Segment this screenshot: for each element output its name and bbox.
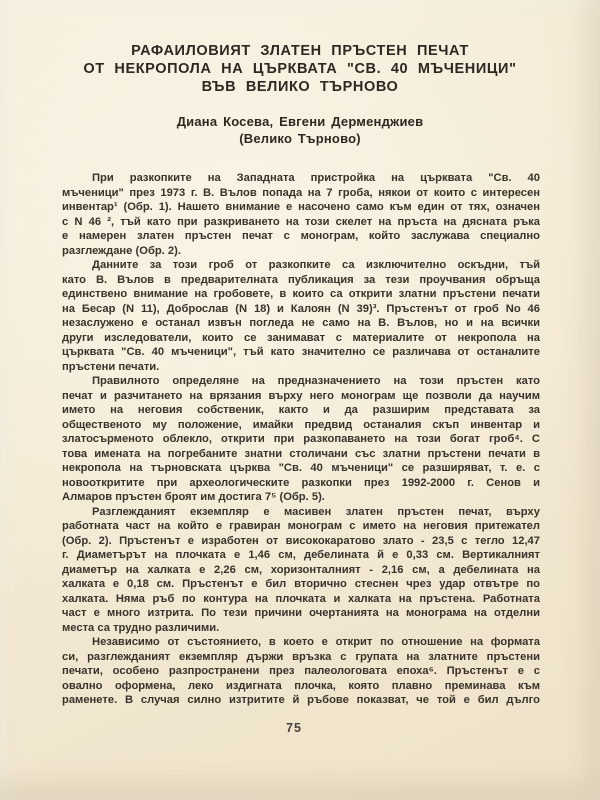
text-line: името на неговия собственик, както и да разширим представата за bbox=[62, 404, 540, 416]
page-number: 75 bbox=[286, 721, 302, 735]
text-line: новооткритите при археологическите разкопки през 1992-2000 г. Сенов и bbox=[62, 476, 540, 489]
text-line: Независимо от състоянието, в което е открит по отношение на формата bbox=[92, 636, 540, 648]
text-line: други изследователи, които се занимават с материалите от некропола на bbox=[62, 331, 540, 344]
text-line: (Обр. 2). Пръстенът е изработен от висококаратово злато - 23,5 с тегло 12,47 bbox=[62, 534, 540, 547]
text-line: църквата "Св. 40 мъченици", тъй като значително се различава от останалите bbox=[62, 346, 540, 358]
text-line: халката е 0,18 см. Пръстенът е бил вторично стеснен чрез удар отвътре по bbox=[62, 578, 540, 590]
text-line: незаслужено е останал извън погледа не само на В. Вълов, но и на всички bbox=[62, 317, 540, 329]
text-line: си, разглежданият екземпляр държи връзка с групата на златните пръстени bbox=[62, 650, 540, 663]
text-line: инвентар¹ (Обр. 1). Нашето внимание е насочено само към един от тях, означен bbox=[62, 201, 540, 213]
text-line: пръстени печати. bbox=[62, 360, 160, 373]
text-line: Данните за този гроб от разкопките са изключително оскъдни, тъй bbox=[92, 259, 540, 271]
text-line: г. Диаметърът на плочката е 1,46 см, дебелината й е 0,33 см. Вертикалният bbox=[62, 549, 540, 561]
text-line: При разкопките на Западната пристройка на църквата "Св. 40 bbox=[92, 172, 540, 184]
text-line: като В. Вълов в предварителната публикация за тези проучвания обръща bbox=[62, 273, 540, 286]
article-title-line: РАФАИЛОВИЯТ ЗЛАТЕН ПРЪСТЕН ПЕЧАТ bbox=[131, 43, 469, 59]
text-line: Правилното определяне на предназначението на този пръстен като bbox=[92, 375, 540, 387]
article-title-line: ВЪВ ВЕЛИКО ТЪРНОВО bbox=[201, 79, 399, 95]
byline bbox=[40, 113, 560, 147]
article-title-line: ОТ НЕКРОПОЛА НА ЦЪРКВАТА "СВ. 40 МЪЧЕНИЦИ" bbox=[83, 61, 517, 77]
body-paragraph bbox=[62, 258, 540, 374]
article-title bbox=[40, 42, 560, 96]
text-line: златосърменото облекло, открити при разкопаването на този богат гроб⁴. С bbox=[62, 433, 540, 445]
text-line: разглеждане (Обр. 2). bbox=[62, 244, 181, 257]
body-paragraph bbox=[62, 171, 540, 258]
text-line: част е много изтрита. По тези причини очертанията на монограма на отделни bbox=[62, 607, 540, 619]
text-line: диаметър на халката е 2,26 см, хоризонталният - 2,16 см, а дебелината на bbox=[62, 563, 540, 576]
text-line: печати, особено разпространени през палеологовата епоха⁶. Пръстенът е с bbox=[62, 665, 540, 677]
text-line: работната част на който е гравиран монограм с името на неговия притежател bbox=[62, 520, 540, 532]
text-line: печат и разчитането на врязания върху него монограм ще позволи да научим bbox=[62, 389, 540, 402]
article-body bbox=[62, 171, 540, 708]
page-footer bbox=[0, 719, 588, 737]
body-paragraph bbox=[62, 505, 540, 636]
body-paragraph bbox=[62, 374, 540, 505]
text-line: на Бесар (N 11), Доброслав (N 18) и Калоян (N 39)³. Пръстенът от гроб No 46 bbox=[62, 302, 540, 315]
text-line: раменете. В случая силно изтритите й ръбове показват, че той е бил дълго bbox=[62, 694, 540, 706]
author-affiliation: (Велико Търново) bbox=[239, 131, 361, 146]
text-line: това имената на погребаните знатни столичани със златни пръстени печати в bbox=[62, 447, 540, 460]
text-line: некропола на търновската църква "Св. 40 мъченици" се разширяват, т. е. с bbox=[62, 462, 540, 474]
text-line: е намерен златен пръстен печат с монограм, който заслужава специално bbox=[62, 230, 540, 242]
text-line: с N 46 ², тъй като при разкриването на този скелет на пръста на дясната ръка bbox=[62, 215, 540, 228]
text-line: общественото му положение, имайки предвид останалия скъп инвентар и bbox=[62, 418, 540, 431]
author-names: Диана Косева, Евгени Дерменджиев bbox=[176, 114, 424, 129]
text-line: единствено внимание на гробовете, в които са открити златни пръстени печати bbox=[62, 288, 540, 300]
text-line: овално оформена, леко издигната плочка, която плавно преминава към bbox=[62, 679, 540, 692]
text-line: халката. Няма ръб по контура на плочката и халката на пръстена. Работната bbox=[62, 592, 540, 605]
text-line: места са трудно различими. bbox=[62, 621, 220, 634]
body-paragraph bbox=[62, 635, 540, 708]
text-line: Алмаров пръстен броят им достига 7⁵ (Обр. 5). bbox=[62, 491, 325, 503]
text-line: Разглежданият екземпляр е масивен златен пръстен печат, върху bbox=[92, 505, 540, 518]
article-header bbox=[40, 42, 560, 147]
text-line: мъченици" през 1973 г. В. Вълов попада на 7 гроба, някои от които с интересен bbox=[62, 186, 540, 199]
